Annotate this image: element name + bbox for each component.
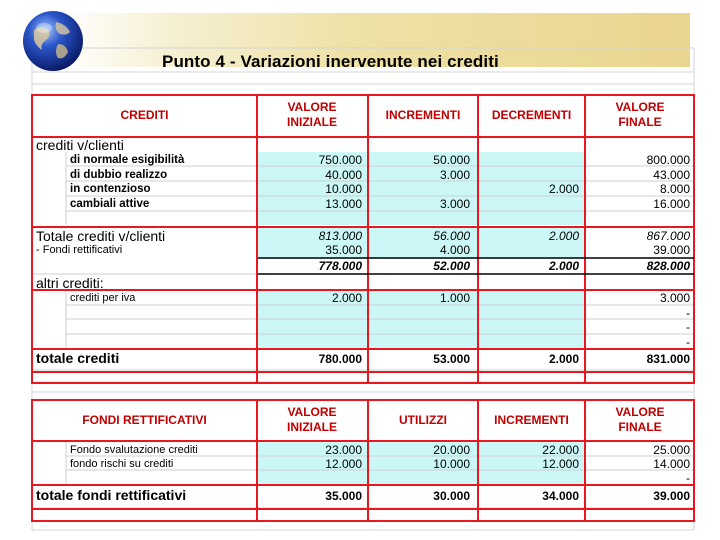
cell-incrementi: 4.000 — [439, 243, 470, 257]
row-label: di normale esigibilità — [70, 154, 185, 166]
cell-iniziale: 10.000 — [325, 182, 362, 196]
cell-finale: 3.000 — [659, 291, 690, 305]
cell-incrementi: 34.000 — [542, 489, 579, 503]
cell-finale: - — [686, 471, 690, 485]
cell-finale: 828.000 — [646, 259, 690, 273]
cell-decrementi: 2.000 — [548, 352, 579, 366]
cell-utilizzi: 20.000 — [433, 443, 470, 457]
row-label: totale fondi rettificativi — [36, 487, 187, 503]
cell-iniziale: 12.000 — [325, 457, 362, 471]
cell-incrementi: 56.000 — [433, 229, 470, 243]
row-label: in contenzioso — [70, 183, 151, 195]
cell-decrementi: 2.000 — [548, 229, 579, 243]
cell-decrementi: 2.000 — [548, 259, 579, 273]
cell-iniziale: 13.000 — [325, 197, 362, 211]
cell-iniziale: 40.000 — [325, 168, 362, 182]
cell-incrementi: 12.000 — [542, 457, 579, 471]
cell-incrementi: 3.000 — [439, 168, 470, 182]
cell-iniziale: 35.000 — [325, 243, 362, 257]
header-decrementi: DECREMENTI — [491, 108, 572, 122]
cell-finale: 14.000 — [653, 457, 690, 471]
cell-finale: 43.000 — [653, 168, 690, 182]
row-label: Totale crediti v/clienti — [36, 228, 166, 244]
header-valore-iniziale: VALORE INIZIALE — [287, 100, 337, 129]
header-fondi-rettificativi: FONDI RETTIFICATIVI — [82, 413, 207, 427]
cell-finale: 39.000 — [653, 489, 690, 503]
cell-finale: 831.000 — [646, 352, 690, 366]
row-label: totale crediti — [36, 350, 120, 366]
row-label: crediti per iva — [70, 292, 136, 304]
cell-decrementi: 2.000 — [548, 182, 579, 196]
cell-iniziale: 35.000 — [325, 489, 362, 503]
cell-utilizzi: 30.000 — [433, 489, 470, 503]
row-label: - Fondi rettificativi — [36, 244, 123, 256]
cell-finale: - — [686, 306, 690, 320]
header-utilizzi: UTILIZZI — [399, 413, 447, 427]
cell-finale: 867.000 — [646, 229, 690, 243]
cell-incrementi: 1.000 — [439, 291, 470, 305]
cell-incrementi: 3.000 — [439, 197, 470, 211]
cell-incrementi: 53.000 — [433, 352, 470, 366]
row-label: Fondo svalutazione crediti — [70, 444, 198, 456]
row-label: di dubbio realizzo — [70, 169, 168, 181]
header-incrementi: INCREMENTI — [385, 108, 461, 122]
cell-finale: - — [686, 320, 690, 334]
cell-finale: 8.000 — [659, 182, 690, 196]
row-label: cambiali attive — [70, 198, 150, 210]
section-crediti-clienti: crediti v/clienti — [36, 137, 124, 153]
cell-finale: 800.000 — [646, 153, 690, 167]
header-valore-iniziale: VALORE INIZIALE — [287, 405, 337, 434]
row-label: fondo rischi su crediti — [70, 458, 174, 470]
header-valore-finale: VALORE FINALE — [615, 405, 665, 434]
cell-iniziale: 778.000 — [318, 259, 362, 273]
cell-iniziale: 780.000 — [318, 352, 362, 366]
header-incrementi: INCREMENTI — [494, 413, 569, 427]
cell-finale: 16.000 — [653, 197, 690, 211]
cell-incrementi: 50.000 — [433, 153, 470, 167]
page-title: Punto 4 - Variazioni inervenute nei crediti — [162, 52, 499, 71]
header-crediti: CREDITI — [120, 108, 169, 122]
cell-finale: - — [686, 335, 690, 349]
cell-iniziale: 23.000 — [325, 443, 362, 457]
cell-utilizzi: 10.000 — [433, 457, 470, 471]
cell-finale: 39.000 — [653, 243, 690, 257]
cell-iniziale: 813.000 — [318, 229, 362, 243]
cell-incrementi: 22.000 — [542, 443, 579, 457]
section-altri-crediti: altri crediti: — [36, 275, 104, 291]
cell-incrementi: 52.000 — [433, 259, 470, 273]
header-valore-finale: VALORE FINALE — [615, 100, 665, 129]
cell-finale: 25.000 — [653, 443, 690, 457]
cell-iniziale: 2.000 — [331, 291, 362, 305]
cell-iniziale: 750.000 — [318, 153, 362, 167]
